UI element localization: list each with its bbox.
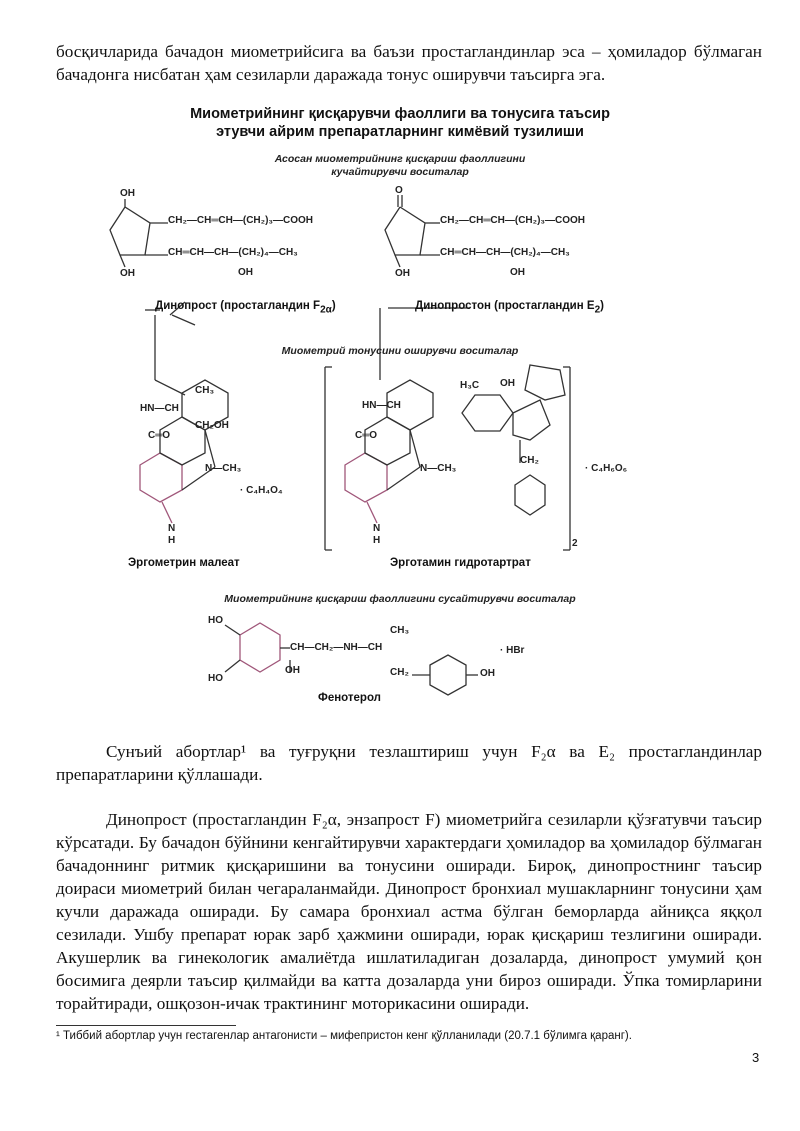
ergometrine-c-eq-o: C═O (148, 430, 171, 441)
dinoprost-oh-top: OH (120, 188, 135, 199)
fenoterol-chain: CH—CH₂—NH—CH (290, 642, 383, 653)
fenoterol-hbr: · HBr (500, 645, 525, 656)
section3-title: Миометрийнинг қисқариш фаоллигини сусайтирувчи воситалар (224, 593, 576, 605)
ergotamine-h3c: H₃C (460, 380, 480, 391)
dinoproston-o: O (395, 185, 403, 196)
dinoproston-chain-top: CH₂—CH═CH—(CH₂)₃—COOH (440, 215, 586, 226)
dinoprost-ring (110, 207, 150, 255)
ergotamine-oh: OH (500, 378, 515, 389)
section1-title-line1: Асосан миометрийнинг қисқариш фаоллигини (274, 153, 526, 165)
ergotamine-hn: HN—CH (362, 400, 401, 411)
ergometrine-caption: Эргометрин малеат (128, 557, 240, 569)
dinoprost-chain-bottom: CH═CH—CH—(CH₂)₄—CH₃ (168, 247, 298, 258)
paragraph-2: Сунъий абортлар¹ ва туғруқни тезлаштириш учун F₂α ва E₂ простагландинлар препаратларини қўллашади. (56, 742, 762, 784)
dinoprost-oh-bottom: OH (120, 268, 135, 279)
dinoproston-ring (385, 207, 425, 255)
ergotamine-caption: Эрготамин гидротартрат (390, 557, 531, 569)
fenoterol-skeleton (225, 623, 478, 695)
dinoproston-caption: Динопростон (простагландин $E_2$) (415, 300, 604, 316)
footnote: ¹ Тиббий абортлар учун гестагенлар антагонисти – мифепристон кенг қўлланилади (20.7.1 бўлимга қаранг). (56, 1030, 632, 1042)
paragraph-3: Динопрост (простагландин F₂α, энзапрост F) миометрийга сезиларли қўзғатувчи таъсир кўрсатади. Бу бачадон бўйнини кенгайтирувчи характердаги ҳомиладор ва ҳомиладор бўлмаган бачадоннинг ритмик қисқаришини ва тонусини оширади. Бироқ, динопростнинг таъсир доираси миометрий билан чегараланмайди. Динопрост бронхиал мушакларнинг тонусини ҳам кучли даражада оширади. Бу самара бронхиал астма бўлган беморларда айниқса яққол сезилади. Ушбу препарат юрак зарб ҳажмини оширади, юрак қисқариш тезлигини оширади. Акушерлик ва гинекологик амалиётда ишлатиладиган дозаларда, динопрост умумий қон босимига деярли таъсир қилмайди ва катта дозаларда уни бироз оширади. Ўпка томирларини торайтиради, ошқозон-ичак трактининг моторикасини оширади. (56, 810, 762, 1013)
figure-title-line2: этувчи айрим препаратларнинг кимёвий тузилиши (216, 124, 584, 140)
chemical-structures-figure (100, 95, 700, 715)
ergometrine-nh: N (168, 523, 176, 534)
intro-paragraph: босқичларида бачадон миометрийсига ва баъзи простагландинлар эса – ҳомиладор бўлмаган бачадонга нисбатан ҳам сезиларли даражада тонус оширувчи таъсирга эга. (56, 42, 762, 84)
ergotamine-tartrate: · C₄H₆O₆ (585, 463, 628, 474)
ergotamine-n-ch3: N—CH₃ (420, 463, 457, 474)
fenoterol-oh: OH (480, 668, 495, 679)
dinoproston-chain-oh: OH (510, 267, 525, 278)
figure-title-line1: Миометрийнинг қисқарувчи фаоллиги ва тонусига таъсир (190, 106, 610, 122)
ergotamine-ch2: CH₂ (520, 455, 539, 466)
dinoproston-chain-bottom: CH═CH—CH—(CH₂)₄—CH₃ (440, 247, 570, 258)
section1-title-line2: кучайтирувчи воситалар (331, 166, 469, 178)
fenoterol-ch3: CH₃ (390, 625, 410, 636)
dinoproston-oh: OH (395, 268, 410, 279)
ergometrine-h: H (168, 535, 176, 546)
ergometrine-hn-ch: HN—CH (140, 403, 179, 414)
ergometrine-n-ch3: N—CH₃ (205, 463, 242, 474)
dinoprost-chain-top: CH₂—CH═CH—(CH₂)₃—COOH (168, 215, 314, 226)
ergometrine-ch3: CH₃ (195, 385, 215, 396)
ergotamine-subscript: 2 (572, 538, 578, 549)
ergotamine-c-eq-o: C═O (355, 430, 378, 441)
ergometrine-maleate: · C₄H₄O₄ (240, 485, 283, 496)
fenoterol-ho-bottom: HO (208, 673, 223, 684)
fenoterol-chain-oh: OH (285, 665, 300, 676)
section2-title: Миометрий тонусини оширувчи воситалар (281, 345, 519, 357)
dinoprost-caption: Динопрост (простагландин $F_{2\alpha}$) (155, 300, 336, 316)
page-number: 3 (752, 1050, 760, 1065)
footnote-divider (56, 1025, 236, 1026)
fenoterol-caption: Фенотерол (318, 692, 381, 704)
fenoterol-ch2: CH₂ (390, 667, 409, 678)
ergometrine-ch2oh: CH₂OH (195, 420, 229, 431)
fenoterol-ho-top: HO (208, 615, 223, 626)
ergotamine-nh: N (373, 523, 381, 534)
ergotamine-h: H (373, 535, 381, 546)
dinoprost-chain-oh: OH (238, 267, 253, 278)
